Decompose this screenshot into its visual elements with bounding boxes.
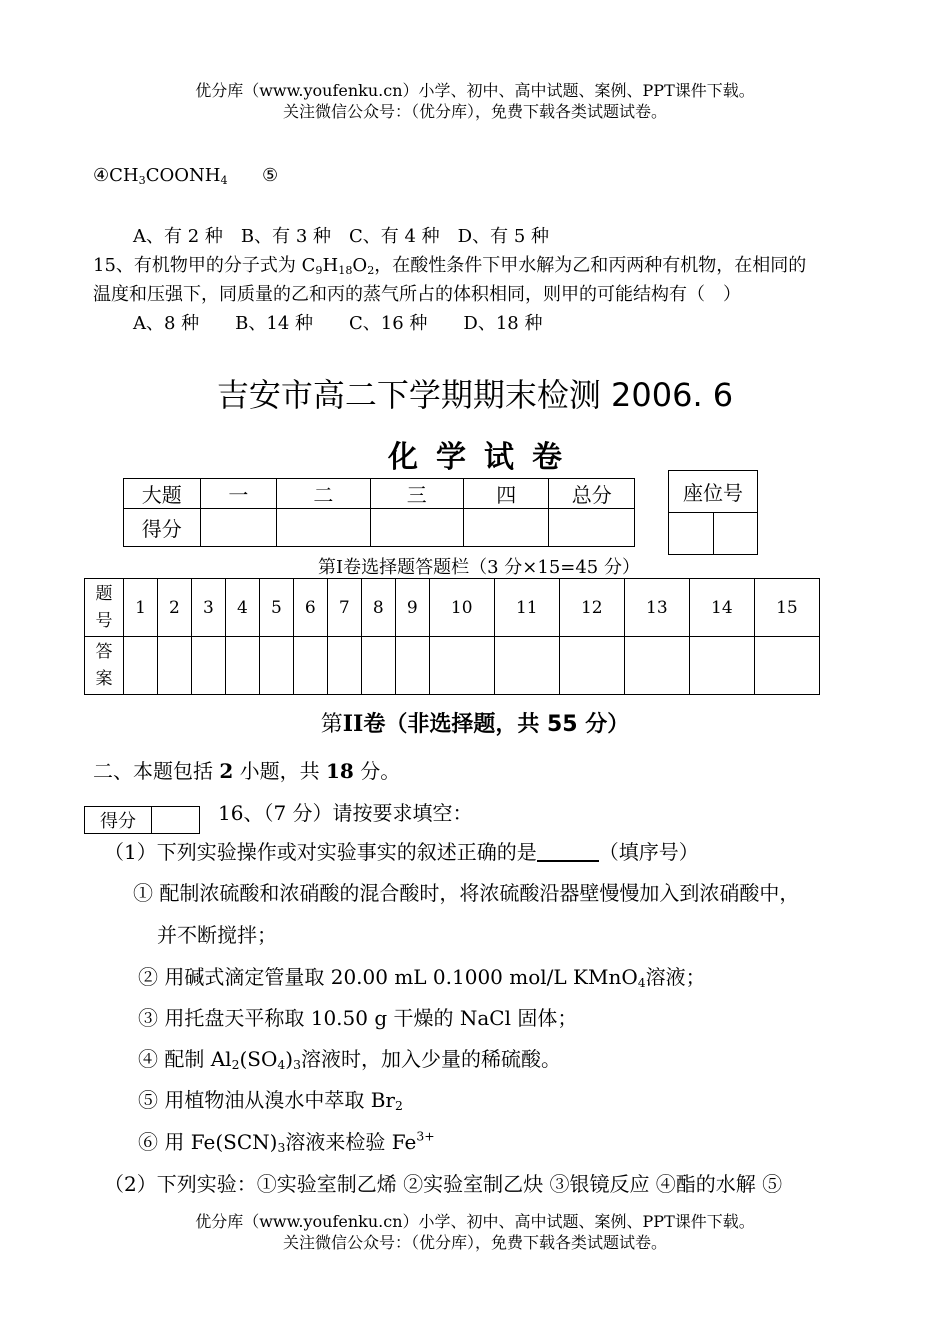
- answer-cell[interactable]: [259, 637, 293, 695]
- q15-line-2: 温度和压强下，同质量的乙和丙的蒸气所占的体积相同，则甲的可能结构有（ ）: [93, 284, 741, 305]
- score-header: 大题: [124, 479, 201, 509]
- answer-cell[interactable]: [395, 637, 429, 695]
- answer-grid-caption: 第Ⅰ卷选择题答题栏（3 分×15=45 分）: [318, 557, 640, 578]
- q16-item1-b: 并不断搅拌；: [157, 923, 277, 947]
- score-cell[interactable]: [370, 509, 463, 547]
- q15-options: A、8 种 B、14 种 C、16 种 D、18 种: [133, 313, 543, 334]
- question-number: 4: [225, 579, 259, 637]
- q16-score-label: 得分: [85, 807, 152, 834]
- question-number: 11: [494, 579, 559, 637]
- q16-item2: ② 用碱式滴定管量取 20.00 mL 0.1000 mol/L KMnO$_4$溶液；: [138, 965, 706, 991]
- q14-options: A、有 2 种 B、有 3 种 C、有 4 种 D、有 5 种: [133, 226, 550, 247]
- score-cell[interactable]: [549, 509, 635, 547]
- answer-cell[interactable]: [559, 637, 624, 695]
- seat-cell[interactable]: [713, 513, 758, 555]
- answer-cell[interactable]: [327, 637, 361, 695]
- answer-cell[interactable]: [124, 637, 158, 695]
- score-cell[interactable]: [200, 509, 277, 547]
- question-number: 9: [395, 579, 429, 637]
- question-number: 10: [429, 579, 494, 637]
- question-number: 12: [559, 579, 624, 637]
- header-line-1: 优分库（www.youfenku.cn）小学、初中、高中试题、案例、PPT课件下载。: [195, 81, 755, 100]
- score-header: 三: [370, 479, 463, 509]
- question-number: 7: [327, 579, 361, 637]
- question-number: 15: [754, 579, 819, 637]
- q16-score-cell[interactable]: [152, 807, 200, 834]
- q14-item5: ⑤: [262, 165, 279, 186]
- q16-item4: ④ 配制 $Al_2(SO_4)_3$溶液时，加入少量的稀硫酸。: [138, 1047, 561, 1073]
- q15-line-1: 15、有机物甲的分子式为 $C_9H_{18}O_2$，在酸性条件下甲水解为乙和丙两种有机物，在相同的: [93, 255, 807, 277]
- score-cell[interactable]: [463, 509, 548, 547]
- q14-item4: $④CH_3COONH_4$: [93, 165, 228, 187]
- answer-blank[interactable]: [537, 840, 599, 862]
- answer-cell[interactable]: [494, 637, 559, 695]
- seat-table: [668, 470, 758, 555]
- score-cell[interactable]: [277, 509, 370, 547]
- exam-subtitle: 化学试卷: [388, 440, 580, 475]
- score-row-label: 得分: [124, 509, 201, 547]
- answer-cell[interactable]: [225, 637, 259, 695]
- grid-row-label: 答 案: [85, 637, 124, 695]
- answer-cell[interactable]: [754, 637, 819, 695]
- answer-cell[interactable]: [361, 637, 395, 695]
- answer-cell[interactable]: [157, 637, 191, 695]
- score-header: 二: [277, 479, 370, 509]
- q16-item3: ③ 用托盘天平称取 10.50 g 干燥的 NaCl 固体；: [138, 1006, 578, 1030]
- question-number: 13: [624, 579, 689, 637]
- q16-sub1: （1）下列实验操作或对实验事实的叙述正确的是 （填序号）: [104, 840, 699, 864]
- grid-row-label: 题 号: [85, 579, 124, 637]
- question-number: 6: [293, 579, 327, 637]
- question-number: 3: [191, 579, 225, 637]
- score-header: 总分: [549, 479, 635, 509]
- part2-title: 第II卷（非选择题，共 55 分）: [320, 711, 630, 737]
- part2-section: 二、本题包括 2 小题，共 18 分。: [93, 759, 401, 783]
- question-number: 2: [157, 579, 191, 637]
- header-line-2: 关注微信公众号：（优分库），免费下载各类试题试卷。: [282, 102, 667, 121]
- q16-sub2: （2）下列实验：①实验室制乙烯 ②实验室制乙炔 ③银镜反应 ④酯的水解 ⑤: [104, 1172, 783, 1196]
- question-number: 5: [259, 579, 293, 637]
- q16-score-box: [84, 806, 200, 834]
- footer-line-2: 关注微信公众号：（优分库），免费下载各类试题试卷。: [282, 1233, 667, 1252]
- score-table: [123, 478, 635, 547]
- question-number: 1: [124, 579, 158, 637]
- answer-grid: [84, 578, 820, 695]
- question-number: 14: [689, 579, 754, 637]
- q16-title: 16、（7 分）请按要求填空：: [218, 801, 473, 825]
- q16-item5: ⑤ 用植物油从溴水中萃取 $Br_2$: [138, 1088, 403, 1114]
- seat-cell[interactable]: [669, 513, 714, 555]
- exam-title: 吉安市高二下学期期末检测 2006. 6: [216, 376, 734, 414]
- q16-item1-a: ① 配制浓硫酸和浓硝酸的混合酸时，将浓硫酸沿器壁慢慢加入到浓硝酸中，: [133, 881, 800, 905]
- answer-cell[interactable]: [624, 637, 689, 695]
- answer-cell[interactable]: [191, 637, 225, 695]
- q16-item6: ⑥ 用 $Fe(SCN)_3$溶液来检验 $Fe^{3+}$: [138, 1128, 435, 1156]
- answer-cell[interactable]: [689, 637, 754, 695]
- score-header: 一: [200, 479, 277, 509]
- seat-label: 座位号: [669, 471, 758, 513]
- score-header: 四: [463, 479, 548, 509]
- footer-line-1: 优分库（www.youfenku.cn）小学、初中、高中试题、案例、PPT课件下载。: [195, 1212, 755, 1231]
- answer-cell[interactable]: [429, 637, 494, 695]
- question-number: 8: [361, 579, 395, 637]
- answer-cell[interactable]: [293, 637, 327, 695]
